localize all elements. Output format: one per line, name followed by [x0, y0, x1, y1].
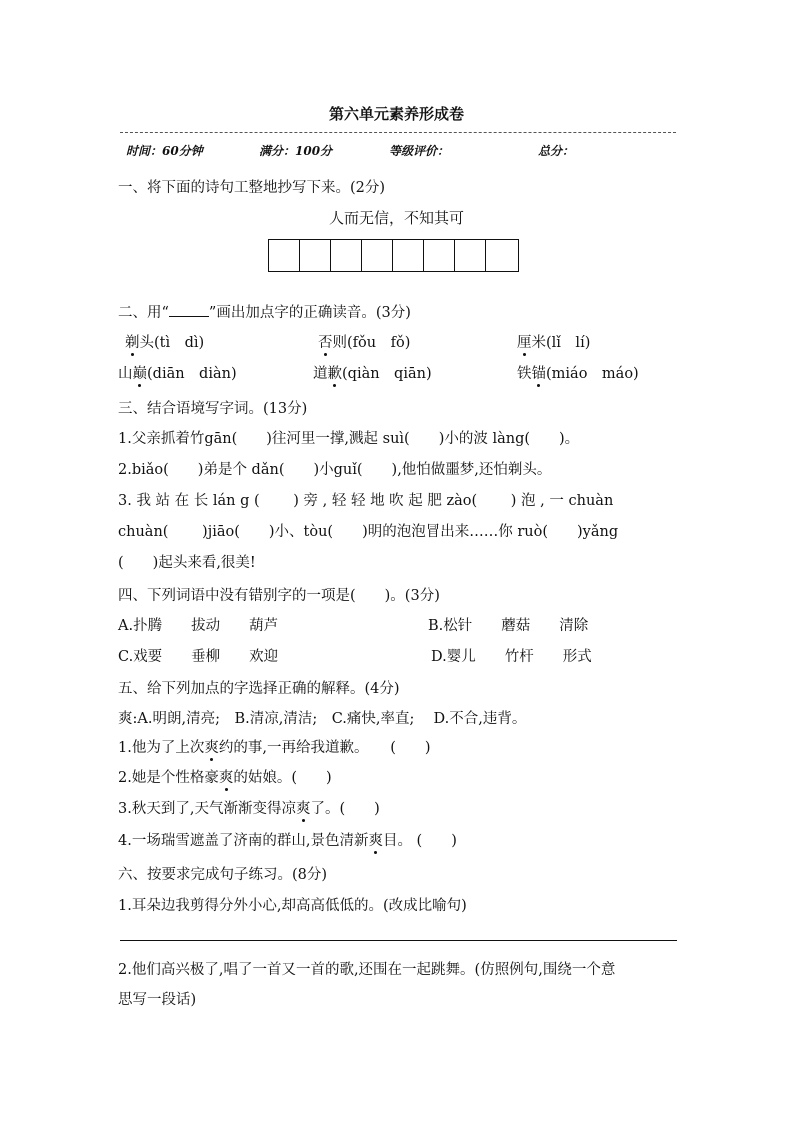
dotted-char: 爽 — [368, 829, 383, 850]
dotted-char: 爽 — [296, 797, 311, 818]
q2-item-pre: 道 — [313, 366, 328, 382]
dotted-char: 爽 — [219, 766, 234, 787]
q3-line-3: 3. 我 站 在 长 lán g ( ) 旁 , 轻 轻 地 吹 起 肥 zào( ) 泡 , 一 chuàn — [118, 493, 614, 509]
dotted-char: 歉 — [328, 362, 343, 383]
meta-full-score: 满分：100分 — [259, 144, 333, 158]
q5-s4-pre: 4.一场瑞雪遮盖了济南的群山,景色清新 — [118, 833, 369, 849]
meta-time: 时间：60分钟 — [126, 144, 203, 158]
q6-heading: 六、按要求完成句子练习。(8分) — [118, 867, 328, 883]
page-title: 第六单元素养形成卷 — [328, 105, 464, 123]
q2-heading-post: ”画出加点字的正确读音。(3分) — [208, 305, 411, 321]
dotted-char: 剃 — [125, 331, 140, 352]
dotted-char: 否 — [318, 331, 333, 352]
q5-s3-post: 了。( ) — [310, 801, 380, 817]
q5-s3-pre: 3.秋天到了,天气渐渐变得凉 — [118, 801, 296, 817]
q4-option-b: B.松针 蘑菇 清除 — [428, 618, 589, 634]
q3-heading: 三、结合语境写字词。(13分) — [118, 401, 308, 417]
q1-heading: 一、将下面的诗句工整地抄写下来。(2分) — [118, 180, 386, 196]
q3-line-1: 1.父亲抓着竹gān( )往河里一撑,溅起 suì( )小的波 làng( )。 — [118, 431, 580, 447]
q2-item-text: 头(tì dì) — [139, 335, 205, 351]
q2-item — [313, 362, 432, 383]
dotted-char: 锚 — [532, 362, 547, 383]
q5-s1-pre: 1.他为了上次 — [118, 740, 205, 756]
grid-cell[interactable] — [300, 240, 331, 271]
q2-item-text: 则(fǒu fǒ) — [332, 335, 411, 351]
q3-line-4: chuàn( )jiāo( )小、tòu( )明的泡泡冒出来……你 ruò( )yǎng — [118, 524, 619, 540]
answer-line[interactable] — [120, 940, 677, 941]
q2-heading-pre: 二、用“ — [118, 305, 169, 321]
grid-cell[interactable] — [269, 240, 300, 271]
grid-cell[interactable] — [393, 240, 424, 271]
q2-item — [125, 331, 204, 352]
grid-cell[interactable] — [362, 240, 393, 271]
meta-grade: 等级评价： — [389, 144, 450, 158]
q2-item-text: 米(lǐ lí) — [531, 335, 591, 351]
dotted-char: 爽 — [204, 736, 219, 757]
grid-cell[interactable] — [486, 240, 518, 271]
underline-blank — [169, 304, 209, 317]
meta-total: 总分： — [538, 144, 575, 158]
q4-option-c: C.戏要 垂柳 欢迎 — [118, 649, 279, 665]
q4-option-d: D.婴儿 竹杆 形式 — [431, 649, 592, 665]
dashed-divider — [120, 132, 676, 133]
q4-option-a: A.扑腾 拔动 葫芦 — [118, 618, 279, 634]
dotted-char: 巅 — [133, 362, 148, 383]
q2-item-pre: 山 — [118, 366, 133, 382]
q2-item-pre: 铁 — [517, 366, 532, 382]
q2-item-text: (qiàn qiān) — [342, 366, 432, 382]
q5-s4-post: 目。 ( ) — [382, 833, 457, 849]
q5-heading: 五、给下列加点的字选择正确的解释。(4分) — [118, 681, 400, 697]
q2-item — [318, 331, 410, 352]
q5-sentence-4 — [118, 829, 457, 850]
grid-cell[interactable] — [424, 240, 455, 271]
q2-item-text: (miáo máo) — [546, 366, 639, 382]
q6-sentence-2: 2.他们高兴极了,唱了一首又一首的歌,还围在一起跳舞。(仿照例句,围绕一个意 — [118, 962, 616, 978]
q2-item-text: (diān diàn) — [147, 366, 237, 382]
q1-poem: 人而无信，不知其可 — [328, 209, 464, 227]
q5-s2-post: 的姑娘。( ) — [233, 770, 332, 786]
q5-sentence-2 — [118, 766, 332, 787]
q2-item — [517, 331, 590, 352]
q3-line-2: 2.biǎo( )弟是个 dǎn( )小guǐ( ),他怕做噩梦,还怕剃头。 — [118, 462, 552, 478]
q1-writing-grid[interactable] — [268, 239, 519, 272]
q6-sentence-1: 1.耳朵边我剪得分外小心,却高高低低的。(改成比喻句) — [118, 898, 467, 914]
q5-s2-pre: 2.她是个性格豪 — [118, 770, 219, 786]
q2-item — [517, 362, 639, 383]
q5-options: 爽:A.明朗,清亮; B.清凉,清洁; C.痛快,率直; D.不合,违背。 — [118, 711, 527, 727]
q4-heading: 四、下列词语中没有错别字的一项是( )。(3分) — [118, 588, 440, 604]
q6-sentence-2-cont: 思写一段话) — [118, 992, 197, 1008]
q5-sentence-3 — [118, 797, 380, 818]
grid-cell[interactable] — [331, 240, 362, 271]
q2-item — [118, 362, 237, 383]
q5-sentence-1 — [118, 736, 431, 757]
q2-heading — [118, 301, 411, 322]
grid-cell[interactable] — [455, 240, 486, 271]
q5-s1-post: 约的事,一再给我道歉。 ( ) — [218, 740, 431, 756]
q3-line-5: ( )起头来看,很美! — [118, 555, 256, 571]
dotted-char: 厘 — [517, 331, 532, 352]
